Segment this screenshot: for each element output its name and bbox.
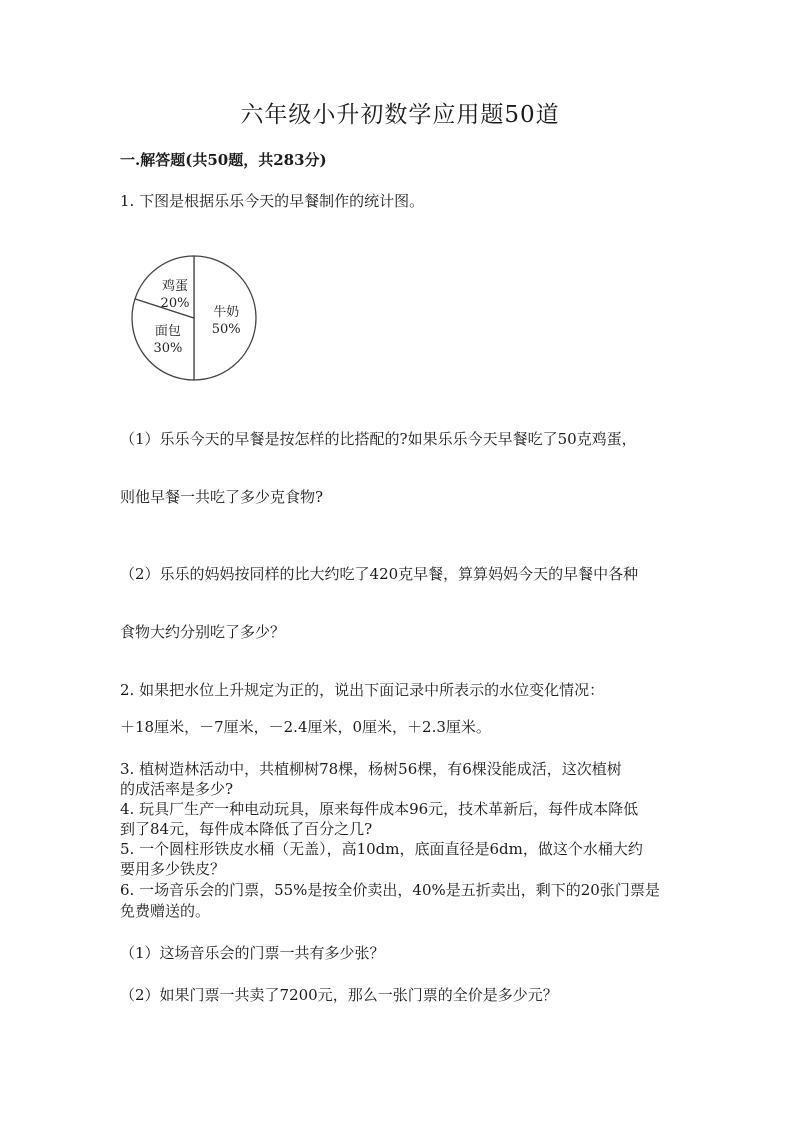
pie-percent-label-0: 50% bbox=[211, 322, 241, 337]
q3-line2: 的成活率是多少? bbox=[120, 780, 234, 798]
q6-part1: （1）这场音乐会的门票一共有多少张？ bbox=[120, 944, 385, 962]
q1-part2-line2: 食物大约分别吃了多少？ bbox=[120, 623, 286, 641]
breakfast-pie-chart bbox=[128, 252, 260, 384]
q1-part1-line1: （1）乐乐今天的早餐是按怎样的比搭配的?如果乐乐今天早餐吃了50克鸡蛋， bbox=[120, 430, 637, 448]
q6-part2: （2）如果门票一共卖了7200元，那么一张门票的全价是多少元？ bbox=[120, 986, 558, 1004]
page-title: 六年级小升初数学应用题50道 bbox=[240, 102, 560, 128]
q1-intro: 1. 下图是根据乐乐今天的早餐制作的统计图。 bbox=[120, 192, 425, 210]
section-heading: 一.解答题(共50题，共283分) bbox=[120, 151, 327, 169]
pie-category-label-0: 牛奶 bbox=[213, 305, 240, 320]
q4-line2: 到了84元，每件成本降低了百分之几? bbox=[120, 820, 373, 838]
q4-line1: 4. 玩具厂生产一种电动玩具，原来每件成本96元，技术革新后，每件成本降低 bbox=[120, 800, 639, 818]
pie-percent-label-1: 30% bbox=[153, 341, 183, 356]
q6-line2: 免费赠送的。 bbox=[120, 902, 211, 920]
q2-line1: 2. 如果把水位上升规定为正的，说出下面记录中所表示的水位变化情况： bbox=[120, 681, 605, 699]
pie-category-label-1: 面包 bbox=[154, 324, 181, 339]
q2-line2: ＋18厘米，－7厘米，－2.4厘米，0厘米，＋2.3厘米。 bbox=[120, 718, 491, 736]
q3-line1: 3. 植树造林活动中，共植柳树78棵，杨树56棵，有6棵没能成活，这次植树 bbox=[120, 760, 622, 778]
q6-line1: 6. 一场音乐会的门票，55%是按全价卖出，40%是五折卖出，剩下的20张门票是 bbox=[120, 881, 660, 899]
q5-line2: 要用多少铁皮？ bbox=[120, 860, 226, 878]
pie-percent-label-2: 20% bbox=[160, 295, 190, 311]
pie-category-label-2: 鸡蛋 bbox=[161, 278, 189, 294]
q1-part2-line1: （2）乐乐的妈妈按同样的比大约吃了420克早餐，算算妈妈今天的早餐中各种 bbox=[120, 565, 639, 583]
q1-part1-line2: 则他早餐一共吃了多少克食物? bbox=[120, 488, 324, 506]
q5-line1: 5. 一个圆柱形铁皮水桶（无盖），高10dm，底面直径是6dm，做这个水桶大约 bbox=[120, 840, 643, 858]
